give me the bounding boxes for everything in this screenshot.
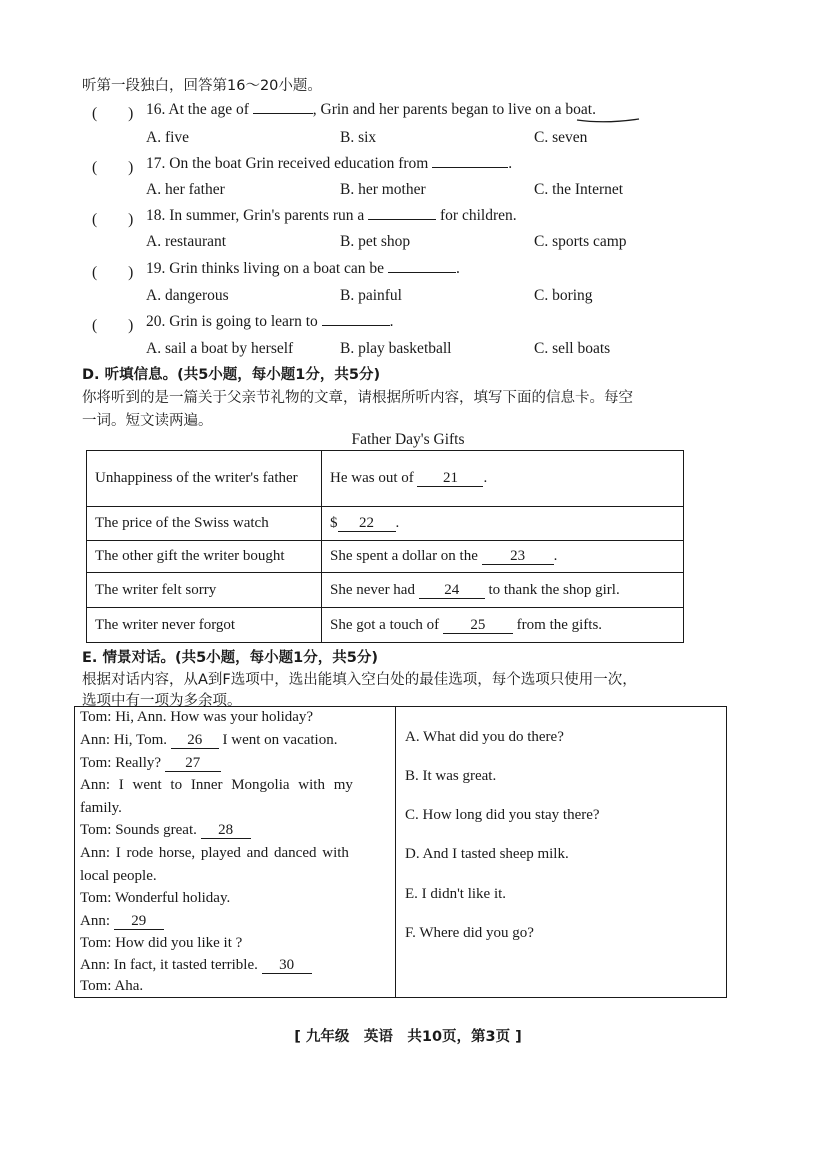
section-d-title: D. 听填信息。(共5小题，每小题1分，共5分)	[82, 367, 381, 383]
option-20c: C. sell boats	[534, 340, 611, 357]
page-footer: [ 九年级 英语 共10页，第3页 ]	[294, 1029, 522, 1045]
row-label-22: The price of the Swiss watch	[87, 507, 322, 541]
table-row	[87, 608, 684, 643]
table-row	[87, 541, 684, 573]
blank-27[interactable]: 27	[165, 756, 221, 772]
option-19c: C. boring	[534, 287, 593, 304]
dialog-line	[80, 957, 312, 974]
section-e-instruction-2: 选项中有一项为多余项。	[82, 693, 242, 709]
question-17-stem: 17. On the boat Grin received education from	[146, 155, 429, 172]
answer-paren-19[interactable]: ( )	[92, 264, 134, 281]
option-17a: A. her father	[146, 181, 225, 198]
section-d-instruction-1: 你将听到的是一篇关于父亲节礼物的文章，请根据所听内容，填写下面的信息卡。每空	[82, 390, 633, 406]
question-17-after: .	[508, 155, 513, 172]
table-title: Father Day's Gifts	[351, 431, 465, 448]
choice-e: E. I didn't like it.	[405, 886, 507, 902]
row-content-21	[322, 451, 684, 507]
choice-d: D. And I tasted sheep milk.	[405, 846, 569, 862]
dialog-line	[80, 755, 221, 772]
dialog-line: local people.	[80, 868, 157, 884]
choice-b: B. It was great.	[405, 768, 497, 784]
blank-29[interactable]: 29	[114, 914, 164, 930]
option-20b: B. play basketball	[340, 340, 452, 357]
question-18-blank	[368, 219, 436, 220]
question-16	[146, 101, 596, 119]
blank-28[interactable]: 28	[201, 823, 251, 839]
row-post-22: .	[395, 515, 400, 531]
question-18-after: for children.	[440, 207, 517, 224]
dialog-line: family.	[80, 800, 122, 816]
blank-23[interactable]: 23	[482, 549, 554, 565]
choice-a: A. What did you do there?	[405, 729, 564, 745]
info-card-table	[86, 450, 684, 643]
dialog-text: Ann: In fact, it tasted terrible.	[80, 957, 258, 973]
handwritten-underline	[575, 117, 641, 125]
option-18c: C. sports camp	[534, 233, 627, 250]
row-post-23: .	[553, 548, 558, 564]
blank-26[interactable]: 26	[171, 733, 219, 749]
dialog-text: Ann:	[80, 913, 110, 929]
dialog-line	[80, 913, 164, 930]
dialog-text: Tom: Sounds great.	[80, 822, 197, 838]
question-20-stem: 20. Grin is going to learn to	[146, 313, 318, 330]
option-20a: A. sail a boat by herself	[146, 340, 294, 357]
row-content-22	[322, 507, 684, 541]
section-c-instruction: 听第一段独白，回答第16～20小题。	[82, 78, 322, 94]
question-19-after: .	[455, 260, 460, 277]
dialog-line: Ann: I went to Inner Mongolia with my	[80, 777, 353, 793]
row-pre-21: He was out of	[330, 470, 414, 486]
table-row	[87, 507, 684, 541]
option-18b: B. pet shop	[340, 233, 411, 250]
option-16c: C. seven	[534, 129, 588, 146]
blank-22[interactable]: 22	[338, 516, 396, 532]
question-17-blank	[432, 167, 508, 168]
dialog-line: Tom: How did you like it ?	[80, 935, 243, 951]
dialog-line: Tom: Aha.	[80, 978, 144, 994]
row-post-21: .	[483, 470, 488, 486]
question-19	[146, 260, 460, 278]
question-20-blank	[322, 325, 390, 326]
dialog-line: Tom: Wonderful holiday.	[80, 890, 231, 906]
question-18-stem: 18. In summer, Grin's parents run a	[146, 207, 365, 224]
row-label-21: Unhappiness of the writer's father	[87, 451, 322, 507]
blank-25[interactable]: 25	[443, 618, 513, 634]
question-19-stem: 19. Grin thinks living on a boat can be	[146, 260, 385, 277]
row-post-25: from the gifts.	[516, 616, 603, 633]
question-16-after: , Grin and her parents began to live on a boat.	[312, 101, 596, 118]
question-17	[146, 155, 512, 173]
answer-paren-18[interactable]: ( )	[92, 211, 134, 228]
table-row	[87, 451, 684, 507]
blank-21[interactable]: 21	[417, 471, 483, 487]
section-d-instruction-2: 一词。短文读两遍。	[82, 413, 213, 429]
question-20	[146, 313, 394, 331]
choice-c: C. How long did you stay there?	[405, 807, 600, 823]
row-post-24: to thank the shop girl.	[488, 581, 620, 598]
dialog-line: Tom: Hi, Ann. How was your holiday?	[80, 709, 314, 725]
row-content-24	[322, 573, 684, 608]
question-18	[146, 207, 517, 225]
option-16b: B. six	[340, 129, 377, 146]
row-label-23: The other gift the writer bought	[87, 541, 322, 573]
option-19a: A. dangerous	[146, 287, 229, 304]
section-e-instruction-1: 根据对话内容，从A到F选项中，选出能填入空白处的最佳选项，每个选项只使用一次，	[82, 672, 637, 688]
option-17b: B. her mother	[340, 181, 426, 198]
row-label-25: The writer never forgot	[87, 608, 322, 643]
row-content-25	[322, 608, 684, 643]
dialog-text: I went on vacation.	[222, 732, 338, 748]
blank-24[interactable]: 24	[419, 583, 485, 599]
question-19-blank	[388, 272, 456, 273]
dialog-text: Ann: Hi, Tom.	[80, 732, 168, 748]
dialog-box	[74, 706, 727, 998]
option-18a: A. restaurant	[146, 233, 227, 250]
answer-paren-16[interactable]: ( )	[92, 105, 134, 122]
question-20-after: .	[389, 313, 394, 330]
row-label-24: The writer felt sorry	[87, 573, 322, 608]
question-16-stem: 16. At the age of	[146, 101, 249, 118]
row-pre-25: She got a touch of	[330, 616, 440, 633]
dialog-text: Tom: Really?	[80, 755, 162, 771]
dialog-line: Ann: I rode horse, played and danced with	[80, 845, 349, 861]
answer-paren-20[interactable]: ( )	[92, 317, 134, 334]
row-content-23	[322, 541, 684, 573]
table-row	[87, 573, 684, 608]
option-16a: A. five	[146, 129, 190, 146]
dialog-line	[80, 732, 337, 749]
row-pre-24: She never had	[330, 581, 415, 598]
row-pre-22: $	[330, 515, 338, 531]
blank-30[interactable]: 30	[262, 958, 312, 974]
dialog-column	[75, 707, 396, 997]
option-19b: B. painful	[340, 287, 402, 304]
option-17c: C. the Internet	[534, 181, 624, 198]
answer-paren-17[interactable]: ( )	[92, 159, 134, 176]
row-pre-23: She spent a dollar on the	[330, 548, 478, 564]
dialog-line	[80, 822, 251, 839]
question-16-blank	[253, 113, 313, 114]
choice-f: F. Where did you go?	[405, 925, 534, 941]
section-e-title: E. 情景对话。(共5小题，每小题1分，共5分)	[82, 650, 378, 666]
